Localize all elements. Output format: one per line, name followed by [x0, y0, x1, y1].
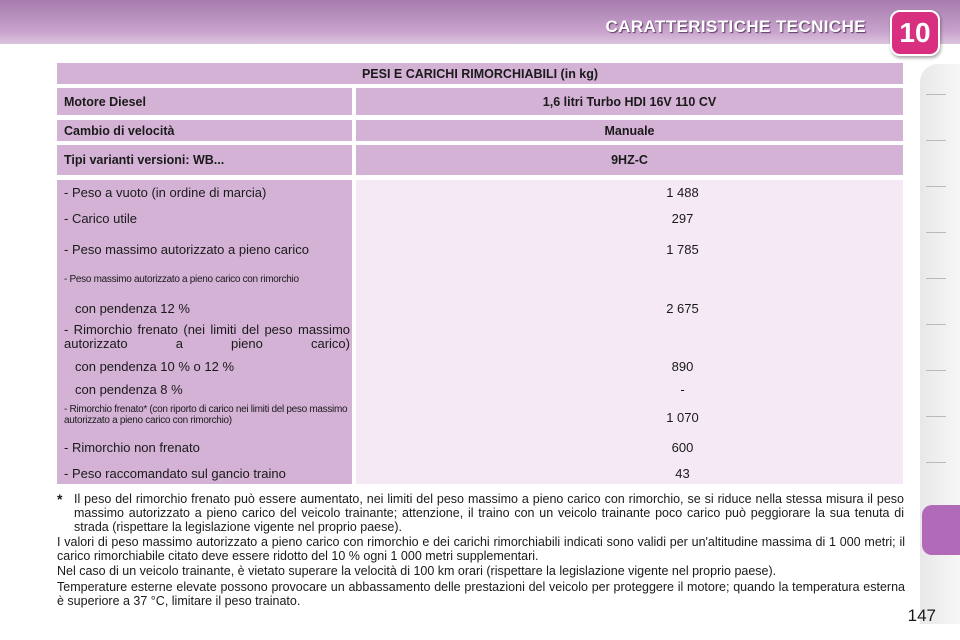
table-row-label: - Rimorchio frenato (nei limiti del peso massimo autorizzato a pieno carico) [64, 322, 350, 351]
table-row-label: - Peso massimo autorizzato a pieno carico con rimorchio [64, 274, 299, 285]
table-row-value: 1 785 [666, 242, 699, 257]
side-tab-divider [926, 94, 946, 95]
table-row-value: 2 675 [666, 301, 699, 316]
table-row-value: 43 [675, 466, 690, 481]
table-row-label: - Rimorchio non frenato [64, 440, 200, 455]
header-divider [0, 44, 960, 47]
side-tab-divider [926, 140, 946, 141]
table-row-value: 600 [671, 440, 694, 455]
table-row-label: con pendenza 12 % [75, 301, 190, 316]
gearbox-label: Cambio di velocità [57, 120, 352, 141]
weights-body [57, 180, 903, 484]
side-tab-divider [926, 370, 946, 371]
side-tab-divider [926, 186, 946, 187]
table-title-row [57, 63, 903, 84]
engine-label: Motore Diesel [57, 88, 352, 115]
variants-value: 9HZ-C [356, 145, 903, 175]
engine-row [57, 88, 903, 115]
table-row-value: 1 070 [666, 410, 699, 425]
table-row-value: 890 [671, 359, 694, 374]
table-row-label: con pendenza 10 % o 12 % [75, 359, 235, 374]
table-row-label: - Carico utile [64, 211, 137, 226]
chapter-number-badge: 10 [890, 10, 940, 56]
table-row-value: 297 [671, 211, 694, 226]
header-bar [0, 0, 960, 44]
table-row-label: - Peso a vuoto (in ordine di marcia) [64, 185, 267, 200]
gearbox-row [57, 120, 903, 141]
altitude-note: I valori di peso massimo autorizzato a pieno carico con rimorchio e dei carichi rimorchiabili indicati sono validi per un'altitudine massima di 1 000 metri; il carico rimorchiabile citato deve essere ridotto del 10 % ogni 1 000 metri supplementari. [57, 535, 905, 563]
table-row-value: 1 488 [666, 185, 699, 200]
table-title: PESI E CARICHI RIMORCHIABILI (in kg) [57, 63, 903, 84]
footnote-marker: * [57, 491, 63, 507]
chapter-title: CARATTERISTICHE TECNICHE [605, 17, 866, 36]
side-tab-divider [926, 232, 946, 233]
side-tab-divider [926, 462, 946, 463]
table-row-label: - Peso raccomandato sul gancio traino [64, 466, 286, 481]
side-tab-active[interactable] [922, 505, 960, 555]
table-row-label: - Rimorchio frenato* (con riporto di carico nei limiti del peso massimo autorizzato a pieno carico con rimorchio) [64, 404, 348, 426]
page-number: 147 [907, 606, 936, 625]
table-row-label: con pendenza 8 % [75, 382, 183, 397]
side-tab-divider [926, 278, 946, 279]
table-row-value: - [680, 382, 685, 397]
side-tab-divider [926, 324, 946, 325]
speed-note: Nel caso di un veicolo trainante, è vietato superare la velocità di 100 km orari (rispettare la legislazione vigente nel proprio paese). [57, 564, 777, 578]
engine-value: 1,6 litri Turbo HDI 16V 110 CV [356, 88, 903, 115]
gearbox-value: Manuale [356, 120, 903, 141]
footnote-text: Il peso del rimorchio frenato può essere aumentato, nei limiti del peso massimo a pieno carico con rimorchio, se si riduce nella stessa misura il peso massimo autorizzato a pieno carico del veicolo trainante; attenzione, il traino con un veicolo trainante poco carico può peggiorare la sua tenuta di strada (rispettare la legislazione vigente nel proprio paese). [74, 492, 904, 534]
variants-row [57, 145, 903, 175]
table-row-label: - Peso massimo autorizzato a pieno carico [64, 242, 309, 257]
side-tab-divider [926, 416, 946, 417]
variants-label: Tipi varianti versioni: WB... [57, 145, 352, 175]
temperature-note: Temperature esterne elevate possono provocare un abbassamento delle prestazioni del veicolo per proteggere il motore; quando la temperatura esterna è superiore a 37 °C, limitare il peso trainato. [57, 580, 905, 608]
